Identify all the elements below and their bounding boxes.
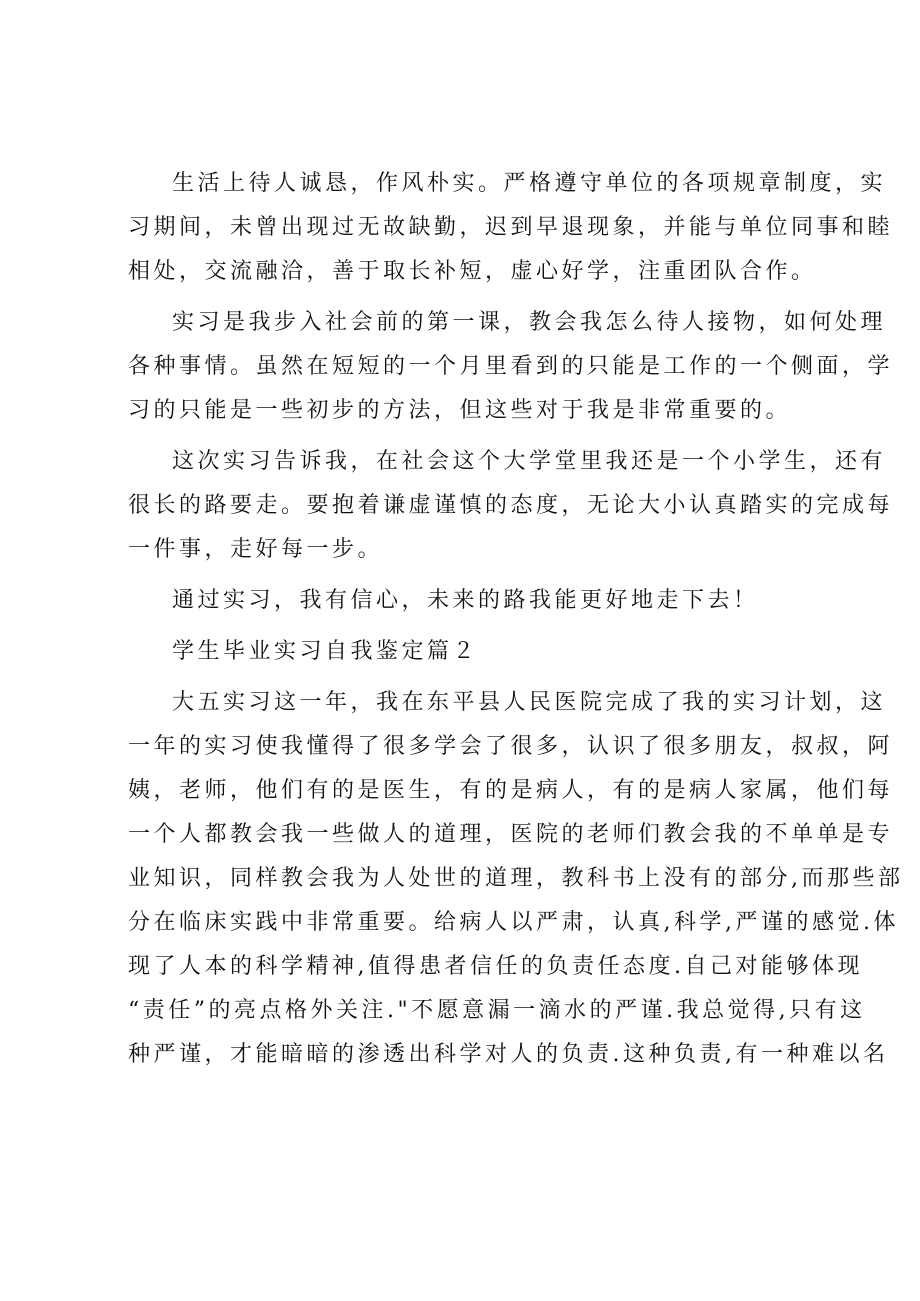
paragraph-conduct xyxy=(128,162,894,294)
text-line: 通过实习，我有信心，未来的路我能更好地走下去！ xyxy=(172,588,759,613)
text-line: 这次实习告诉我，在社会这个大学堂里我还是一个小学生，还有 xyxy=(172,449,887,474)
text-line: 相处，交流融洽，善于取长补短，虚心好学，注重团队合作。 xyxy=(128,259,817,284)
document-body xyxy=(128,162,904,1084)
text-line: 习的只能是一些初步的方法，但这些对于我是非常重要的。 xyxy=(128,398,792,423)
text-line: 种严谨，才能暗暗的渗透出科学对人的负责.这种负责,有一种难以名 xyxy=(128,1042,889,1067)
text-line: 业知识，同样教会我为人处世的道理，教科书上没有的部分,而那些部 xyxy=(128,866,904,891)
text-line: 很长的路要走。要抱着谦虚谨慎的态度，无论大小认真踏实的完成每 xyxy=(128,493,894,518)
text-line: “责任”的亮点格外关注."不愿意漏一滴水的严谨.我总觉得,只有这 xyxy=(128,998,866,1023)
text-line: 分在临床实践中非常重要。给病人以严肃，认真,科学,严谨的感觉.体 xyxy=(128,910,899,935)
text-line: 习期间，未曾出现过无故缺勤，迟到早退现象，并能与单位同事和睦 xyxy=(128,215,894,240)
text-line: 生活上待人诚恳，作风朴实。严格遵守单位的各项规章制度，实 xyxy=(172,171,887,196)
text-line: 现了人本的科学精神,值得患者信任的负责任态度.自己对能够体现 xyxy=(128,954,863,979)
text-line: 一年的实习使我懂得了很多学会了很多，认识了很多朋友，叔叔，阿 xyxy=(128,734,894,759)
text-line: 实习是我步入社会前的第一课，教会我怎么待人接物，如何处理 xyxy=(172,310,887,335)
text-line: 姨，老师，他们有的是医生，有的是病人，有的是病人家属，他们每 xyxy=(128,778,894,803)
section-heading: 学生毕业实习自我鉴定篇２ xyxy=(172,639,479,664)
paragraph-confidence xyxy=(128,579,792,623)
paragraph-society xyxy=(128,440,894,572)
paragraph-hospital-internship xyxy=(128,681,904,1077)
text-line: 各种事情。虽然在短短的一个月里看到的只能是工作的一个侧面，学 xyxy=(128,354,894,379)
text-line: 一件事，走好每一步。 xyxy=(128,537,384,562)
text-line: 大五实习这一年，我在东平县人民医院完成了我的实习计划，这 xyxy=(172,690,887,715)
text-line: 一个人都教会我一些做人的道理，医院的老师们教会我的不单单是专 xyxy=(128,822,894,847)
paragraph-first-lesson xyxy=(128,301,894,433)
